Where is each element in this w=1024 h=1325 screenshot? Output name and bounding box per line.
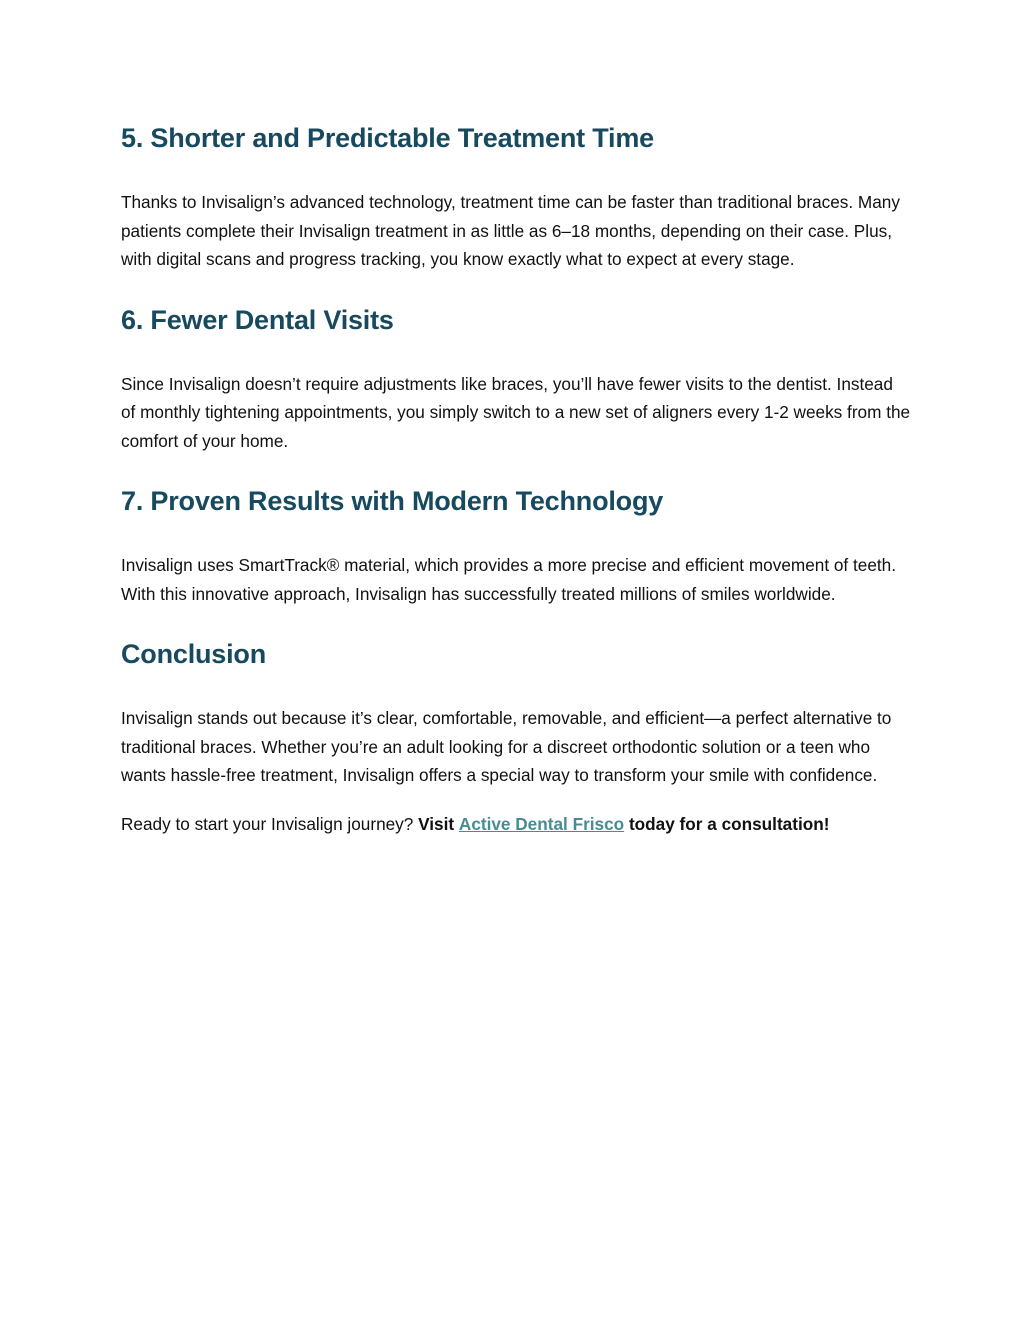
call-to-action (121, 810, 911, 839)
section-heading-treatment-time: 5. Shorter and Predictable Treatment Time (121, 123, 654, 153)
cta-lead-text: Ready to start your Invisalign journey? (121, 813, 419, 834)
section-body-treatment-time: Thanks to Invisalign’s advanced technology, treatment time can be faster than traditional braces. Many patients complete their Invisalign treatment in as little as 6–18 months, depending on their case. Plus, with digital scans and progress tracking, you know exactly what to expect at every stage. (121, 192, 900, 269)
section-body-conclusion: Invisalign stands out because it’s clear, comfortable, removable, and efficient—a perfect alternative to traditional braces. Whether you’re an adult looking for a discreet orthodontic solution or a teen who wants hassle-free treatment, Invisalign offers a special way to transform your smile with confidence. (121, 708, 892, 785)
article-content (121, 118, 911, 838)
cta-tail-text: today for a consultation! (628, 813, 830, 834)
section-heading-dental-visits: 6. Fewer Dental Visits (121, 304, 394, 335)
section-heading-conclusion: Conclusion (121, 639, 266, 669)
cta-visit-text: Visit (418, 813, 455, 834)
section-body-dental-visits: Since Invisalign doesn’t require adjustments like braces, you’ll have fewer visits to the dentist. Instead of monthly tightening appointments, you simply switch to a new set of aligners every 1-2 weeks from the comfort of your home. (121, 373, 911, 451)
section-body-proven-results: Invisalign uses SmartTrack® material, which provides a more precise and efficient movement of teeth. With this innovative approach, Invisalign has successfully treated millions of smiles worldwide. (121, 555, 896, 604)
section-heading-proven-results: 7. Proven Results with Modern Technology (121, 486, 664, 516)
active-dental-frisco-link[interactable]: Active Dental Frisco (458, 813, 625, 834)
